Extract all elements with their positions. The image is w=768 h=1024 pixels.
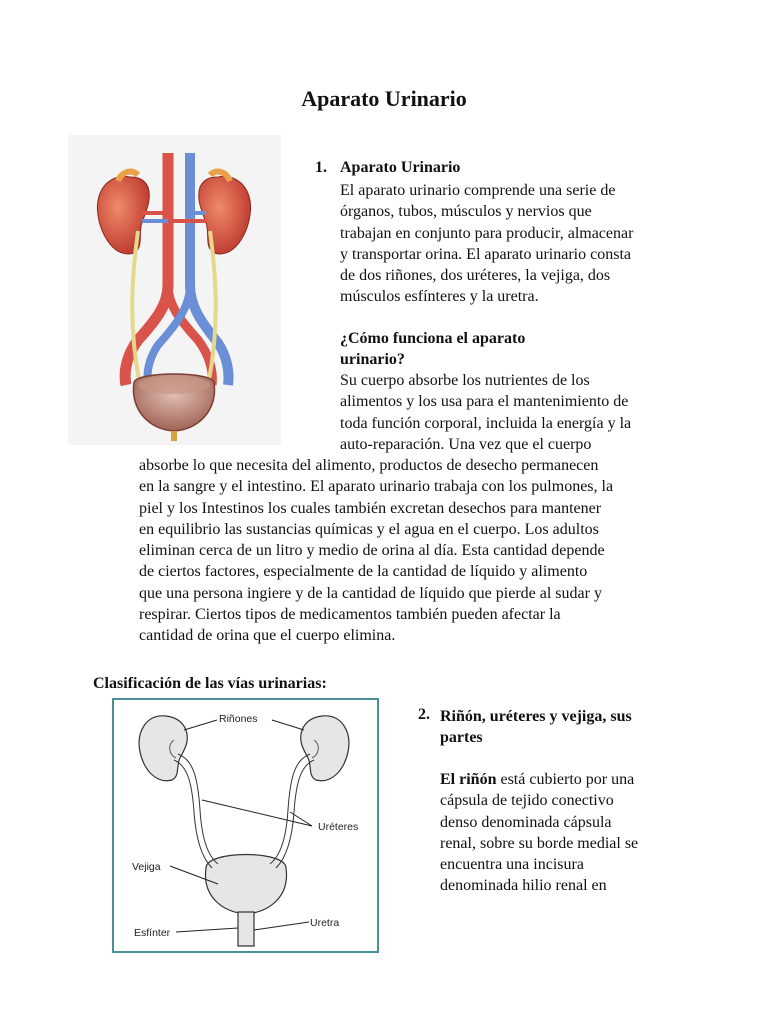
- classification-heading: Clasificación de las vías urinarias:: [93, 675, 327, 692]
- section-1-body-wide: [139, 455, 613, 647]
- section-1-number: 1.: [315, 159, 327, 176]
- label-urethra: Uretra: [310, 917, 340, 929]
- section-2-body: [440, 769, 638, 897]
- label-ureters: Uréteres: [318, 821, 359, 833]
- text-line: en equilibrio las sustancias químicas y el agua en el cuerpo. Los adultos: [139, 520, 599, 538]
- text-line: absorbe lo que necesita del alimento, productos de desecho permanecen: [139, 457, 599, 474]
- section-1-subheading: [340, 328, 525, 371]
- text-line: piel y los Intestinos los cuales también excretan desechos para mantener: [139, 499, 602, 517]
- text-line: que una persona ingiere y de la cantidad de líquido que pierde al sudar y: [139, 584, 602, 602]
- text-line: músculos esfínteres y la uretra.: [340, 288, 539, 306]
- urinary-tract-diagram: [112, 698, 379, 953]
- label-kidneys: Riñones: [219, 713, 258, 725]
- text-line: trabajan en conjunto para producir, almacenar: [340, 224, 634, 242]
- text-line: órganos, tubos, músculos y nervios que: [340, 203, 592, 221]
- text-line: de ciertos factores, especialmente de la cantidad de líquido y alimento: [139, 563, 588, 581]
- text-line: denso denominada cápsula: [440, 813, 612, 831]
- text-line: cápsula de tejido conectivo: [440, 792, 614, 810]
- text-line: Su cuerpo absorbe los nutrientes de los: [340, 372, 590, 389]
- text-line: toda función corporal, incluida la energía y la: [340, 414, 632, 432]
- text-line: en la sangre y el intestino. El aparato urinario trabaja con los pulmones, la: [139, 478, 614, 496]
- section-2-heading: [440, 706, 632, 749]
- text-line: encuentra una incisura: [440, 856, 584, 874]
- text-line: alimentos y los usa para el mantenimiento de: [340, 393, 629, 411]
- text-line: auto-reparación. Una vez que el cuerpo: [340, 435, 592, 453]
- section-1-heading: Aparato Urinario: [340, 159, 461, 176]
- section-2-number: 2.: [418, 706, 430, 723]
- section-1-body-narrow: [340, 370, 631, 455]
- bold-lead: El riñón: [440, 771, 497, 788]
- text-run: está cubierto por una: [496, 771, 635, 788]
- text-line: y transportar orina. El aparato urinario consta: [340, 245, 631, 263]
- label-bladder: Vejiga: [132, 861, 161, 873]
- text-line: urinario?: [340, 351, 405, 369]
- text-line: respirar. Ciertos tipos de medicamentos también pueden afectar la: [139, 606, 561, 624]
- urinary-system-illustration: [68, 135, 281, 445]
- page-title: Aparato Urinario: [301, 86, 467, 111]
- text-line: renal, sobre su borde medial se: [440, 834, 639, 852]
- section-1-intro: [340, 180, 633, 308]
- text-line: El aparato urinario comprende una serie de: [340, 182, 616, 199]
- text-line: denominada hilio renal en: [440, 877, 607, 895]
- text-line: Riñón, uréteres y vejiga, sus: [440, 708, 632, 725]
- text-line: [440, 769, 638, 790]
- text-line: de dos riñones, dos uréteres, la vejiga, dos: [340, 267, 611, 285]
- label-sphincter: Esfínter: [134, 927, 171, 939]
- text-line: partes: [440, 729, 483, 747]
- text-line: cantidad de orina que el cuerpo elimina.: [139, 627, 396, 645]
- text-line: eliminan cerca de un litro y medio de orina al día. Esta cantidad depende: [139, 542, 605, 560]
- text-line: ¿Cómo funciona el aparato: [340, 330, 526, 347]
